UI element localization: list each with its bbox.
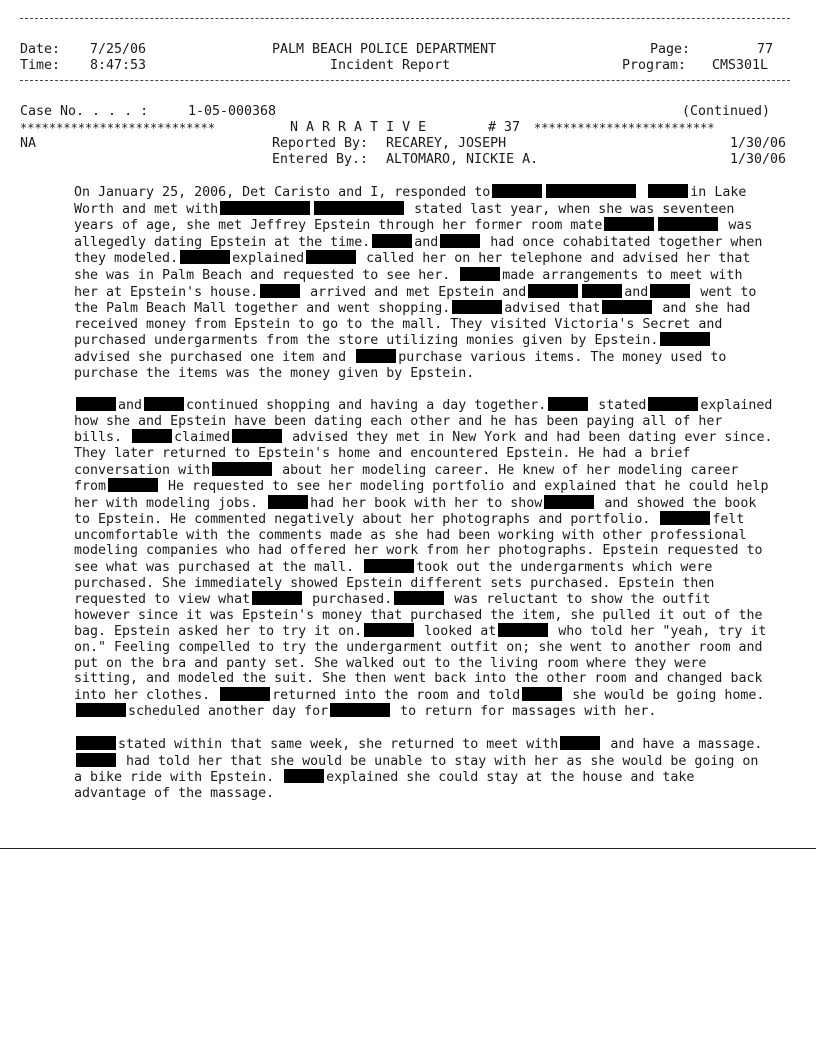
redaction xyxy=(658,217,718,231)
program-value: CMS301L xyxy=(712,58,769,73)
text-run: looked at xyxy=(424,624,497,640)
redaction xyxy=(76,397,116,411)
text-run: claimed xyxy=(174,430,231,446)
narrative-stars-right: ************************* xyxy=(534,121,715,135)
narrative-paragraph-1 xyxy=(74,184,774,381)
text-run: On January 25, 2006, Det Caristo and I, responded to xyxy=(74,185,491,200)
redaction xyxy=(232,429,282,443)
text-run: stated within that same week, she returned to meet with xyxy=(118,737,559,752)
redaction xyxy=(306,250,356,264)
report-type: Incident Report xyxy=(330,58,451,73)
narrative-number: # 37 xyxy=(488,120,521,135)
page-break-rule xyxy=(0,848,816,849)
redaction xyxy=(648,184,688,198)
redaction xyxy=(660,332,710,346)
text-run: advised they met in New York and had been dating ever since. They later returned to Epstein's home and encountered Epstein. He had a brief conversation with xyxy=(74,430,773,478)
text-run: and have a massage. xyxy=(610,737,763,752)
redaction xyxy=(582,284,622,298)
text-run: was allegedly dating Epstein at the time. xyxy=(74,218,753,250)
date-label: Date: xyxy=(20,42,61,57)
text-run: advised that xyxy=(504,301,601,317)
redaction xyxy=(648,397,698,411)
text-run: had her book with her to show xyxy=(310,495,543,511)
text-run: to return for massages with her. xyxy=(400,704,657,720)
text-run: explained how she and Epstein have been dating each other and he has been paying all of her bills. xyxy=(74,398,773,446)
text-run: was reluctant to show the outfit however since it was Epstein's money that purchased the item, she pulled it out of the bag. Epstein asked her to try it on. xyxy=(74,592,763,640)
case-number: 1-05-000368 xyxy=(188,104,277,119)
redaction xyxy=(660,511,710,525)
redaction xyxy=(522,687,562,701)
redaction xyxy=(268,495,308,509)
narrative-paragraph-3 xyxy=(74,736,774,801)
entered-date: 1/30/06 xyxy=(730,152,787,167)
redaction xyxy=(284,769,324,783)
redaction xyxy=(650,284,690,298)
text-run: felt uncomfortable with the comments made as she had been working with other professional modeling companies who had offered her work from her photographs. Epstein requested to see what was purchased at the mall. xyxy=(74,512,763,576)
redaction xyxy=(220,201,310,215)
reported-by-label: Reported By: xyxy=(272,136,369,151)
redaction xyxy=(76,703,126,717)
redaction xyxy=(492,184,542,198)
text-run: stated last year, when she was seventeen years of age, she met Jeffrey Epstein through her former room mate xyxy=(74,201,735,234)
redaction xyxy=(498,623,548,637)
redaction xyxy=(180,250,230,264)
redaction xyxy=(212,462,272,476)
text-run: had told her that she would be unable to stay with her as she would be going on a bike ride with Epstein. xyxy=(74,753,759,786)
redaction xyxy=(314,201,404,215)
text-run: made arrangements to meet with her at Epstein's house. xyxy=(74,267,743,300)
text-run: scheduled another day for xyxy=(128,704,329,720)
text-run: took out the undergarments which were purchased. She immediately showed Epstein different sets purchased. Epstein then requested to view what xyxy=(74,560,715,608)
case-label: Case No. . . . : xyxy=(20,104,149,119)
redaction xyxy=(260,284,300,298)
text-run: stated xyxy=(598,398,647,414)
text-run: and xyxy=(414,234,439,250)
redaction xyxy=(364,559,414,573)
na-label: NA xyxy=(20,136,37,151)
narrative-heading: N A R R A T I V E xyxy=(290,120,427,135)
redaction xyxy=(76,753,116,767)
text-run: about her modeling career. He knew of her modeling career from xyxy=(74,462,739,495)
text-run: who told her "yeah, try it on." Feeling compelled to try the undergarment outfit on; she went to another room and put on the bra and panty set. She walked out to the living room where they were sitting, and modeled the suit. She then went back into the other room and changed back into her clothes. xyxy=(74,624,767,703)
text-run: He requested to see her modeling portfolio and explained that he could help her with modeling jobs. xyxy=(74,479,769,511)
redaction xyxy=(602,300,652,314)
text-run: explained she could stay at the house and take advantage of the massage. xyxy=(74,770,695,801)
text-run: had once cohabitated together when they modeled. xyxy=(74,234,763,267)
redaction xyxy=(452,300,502,314)
text-run: called her on her telephone and advised her that she was in Palm Beach and requested to see her. xyxy=(74,251,751,283)
time-value: 8:47:53 xyxy=(90,58,147,73)
text-run: continued shopping and having a day together. xyxy=(186,398,547,414)
text-run: went to the Palm Beach Mall together and went shopping. xyxy=(74,284,757,317)
reported-date: 1/30/06 xyxy=(730,136,787,151)
page-label: Page: xyxy=(650,42,691,57)
redaction xyxy=(604,217,654,231)
redaction xyxy=(330,703,390,717)
redaction xyxy=(132,429,172,443)
text-run: explained xyxy=(232,251,305,267)
program-label: Program: xyxy=(622,58,687,73)
redaction xyxy=(252,591,302,605)
redaction xyxy=(220,687,270,701)
department-name: PALM BEACH POLICE DEPARTMENT xyxy=(272,42,497,57)
text-run: returned into the room and told xyxy=(272,687,521,703)
date-value: 7/25/06 xyxy=(90,42,147,57)
text-run: she would be going home. xyxy=(572,687,765,703)
text-run: advised she purchased one item and xyxy=(74,349,347,365)
redaction xyxy=(460,267,500,281)
text-run: purchase various items. The money used to purchase the items was the money given by Epstein. xyxy=(74,349,727,381)
entered-by-label: Entered By.: xyxy=(272,152,369,167)
redaction xyxy=(560,736,600,750)
redaction xyxy=(372,234,412,248)
reported-by-value: RECAREY, JOSEPH xyxy=(386,136,507,151)
text-run: and xyxy=(118,398,143,414)
text-run: purchased. xyxy=(312,592,393,608)
narrative-stars-left: *************************** xyxy=(20,121,216,135)
entered-by-value: ALTOMARO, NICKIE A. xyxy=(386,152,539,167)
redaction xyxy=(364,623,414,637)
page-number: 77 xyxy=(757,42,774,57)
time-label: Time: xyxy=(20,58,61,73)
narrative-paragraph-2 xyxy=(74,397,774,720)
redaction xyxy=(108,478,158,492)
header-bottom-rule xyxy=(20,80,790,81)
text-run: and she had received money from Epstein to go to the mall. They visited Victoria's Secret and purchased undergarments from the store utilizing monies given by Epstein. xyxy=(74,301,751,349)
text-run: in Lake Worth and met with xyxy=(74,185,747,217)
redaction xyxy=(546,184,636,198)
redaction xyxy=(394,591,444,605)
redaction xyxy=(440,234,480,248)
redaction xyxy=(548,397,588,411)
redaction xyxy=(544,495,594,509)
continued-label: (Continued) xyxy=(682,104,771,119)
text-run: and xyxy=(624,284,649,300)
text-run: and showed the book to Epstein. He commented negatively about her photographs and portfolio. xyxy=(74,495,757,528)
narrative-body xyxy=(74,184,774,817)
text-run: arrived and met Epstein and xyxy=(310,284,527,300)
redaction xyxy=(528,284,578,298)
header-top-rule xyxy=(20,18,790,19)
redaction xyxy=(144,397,184,411)
redaction xyxy=(76,736,116,750)
redaction xyxy=(356,349,396,363)
